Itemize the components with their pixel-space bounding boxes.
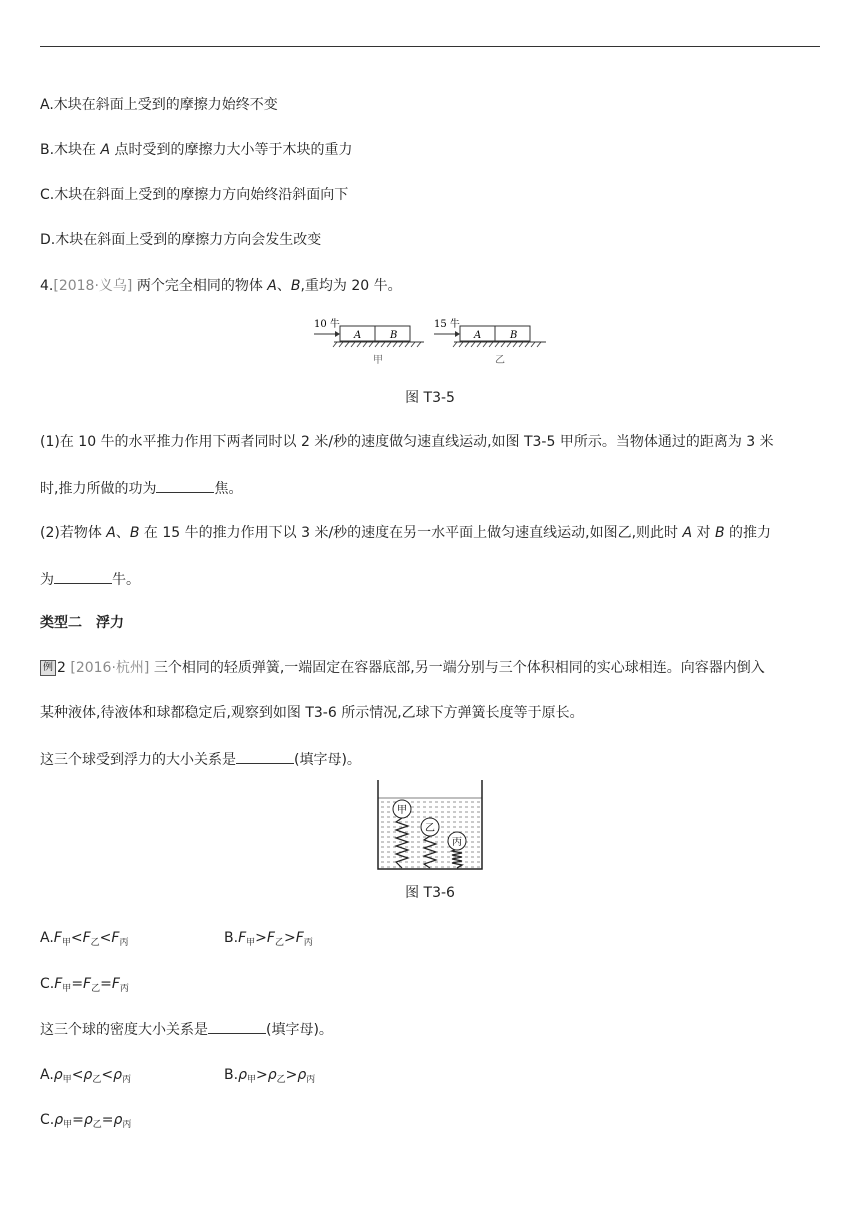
var-f: F (83, 976, 92, 992)
part-2-text-mid: 在 15 牛的推力作用下以 3 米/秒的速度在另一水平面上做匀速直线运动,如图乙,则此时 (139, 525, 683, 541)
subscript: 乙 (274, 938, 284, 948)
var-f: F (111, 976, 120, 992)
subscript: 乙 (91, 984, 101, 994)
ball-yi-label: 乙 (425, 823, 435, 834)
ground-hatch-left (333, 342, 421, 347)
option-3b-text: B.木块在 (40, 142, 101, 158)
option-3b-text-post: 点时受到的摩擦力大小等于木块的重力 (110, 142, 353, 158)
subscript: 乙 (276, 1075, 286, 1085)
example-2-text-2: 某种液体,待液体和球都稳定后,观察到如图 T3-6 所示情况,乙球下方弹簧长度等于原长。 (40, 705, 584, 721)
option-label: B. (224, 930, 239, 946)
question-4-stem (40, 276, 402, 296)
example-icon: 例 (40, 660, 56, 676)
subscript: 丙 (303, 938, 313, 948)
figure-label-yi: 乙 (495, 355, 505, 366)
var-f: F (54, 976, 63, 992)
part-2-text-dui: 对 (692, 525, 715, 541)
question-4-part-2-line-2 (40, 569, 140, 590)
operator: < (70, 930, 83, 946)
figure-t3-5-caption: 图 T3-5 (405, 390, 455, 406)
density-question (40, 1019, 333, 1040)
var-rho: ρ (297, 1067, 307, 1083)
answer-blank-buoyancy[interactable] (236, 749, 294, 764)
subscript: 乙 (92, 1120, 102, 1130)
buoyancy-question-hint: (填字母)。 (294, 752, 361, 768)
operator: = (72, 1112, 84, 1128)
subscript: 甲 (61, 938, 71, 948)
buoyancy-option-c (40, 974, 129, 996)
subscript: 甲 (62, 1075, 72, 1085)
question-4-part-1-line-2 (40, 478, 242, 499)
option-3d-text: D.木块在斜面上受到的摩擦力方向会发生改变 (40, 232, 322, 248)
option-label: A. (40, 930, 54, 946)
operator: < (99, 930, 112, 946)
subscript: 丙 (119, 984, 129, 994)
operator: = (100, 976, 112, 992)
part-1-text-2: 时,推力所做的功为 (40, 481, 157, 497)
operator: > (255, 930, 267, 946)
question-4-source: [2018·义乌] (53, 278, 133, 294)
figure-label-jia: 甲 (373, 355, 383, 366)
option-3a-text: A.木块在斜面上受到的摩擦力始终不变 (40, 97, 278, 113)
buoyancy-option-a (40, 928, 128, 950)
question-4-part-2-line-1 (40, 523, 771, 543)
part-1-unit: 焦。 (214, 481, 243, 497)
answer-blank-density[interactable] (208, 1019, 266, 1034)
separator: 、 (115, 525, 130, 541)
example-2-line-1 (40, 658, 765, 678)
var-b: B (715, 525, 725, 541)
force-label-right: 15 牛 (434, 319, 460, 330)
subscript: 丙 (122, 1120, 132, 1130)
part-1-text: (1)在 10 牛的水平推力作用下两者同时以 2 米/秒的速度做匀速直线运动,如图 T3-5 甲所示。当物体通过的距离为 3 米 (40, 434, 774, 450)
operator: < (71, 1067, 84, 1083)
ground-hatch-right (453, 342, 541, 347)
option-label: A. (40, 1067, 54, 1083)
var-a: A (106, 525, 116, 541)
option-3b (40, 140, 353, 160)
header-rule (40, 46, 820, 47)
block-a-label-right: A (474, 330, 482, 341)
example-2-source: [2016·杭州] (70, 660, 150, 676)
buoyancy-question (40, 749, 361, 770)
operator: = (101, 1112, 114, 1128)
density-option-a (40, 1065, 131, 1087)
subscript: 丙 (306, 1075, 316, 1085)
example-2-line-2 (40, 703, 584, 723)
subscript: 丙 (121, 1075, 131, 1085)
part-2-text-2: 为 (40, 572, 54, 588)
density-option-c (40, 1110, 131, 1132)
var-f: F (111, 930, 120, 946)
figure-t3-6 (375, 780, 485, 872)
operator: > (255, 1067, 268, 1083)
part-2-unit: 牛。 (112, 572, 140, 588)
example-number: 2 (57, 660, 66, 676)
var-rho: ρ (83, 1112, 93, 1128)
separator: 、 (276, 278, 291, 294)
subscript: 甲 (246, 1075, 256, 1085)
operator: = (71, 976, 84, 992)
option-label: C. (40, 1112, 55, 1128)
subscript: 甲 (63, 1120, 73, 1130)
figure-t3-6-caption: 图 T3-6 (405, 885, 455, 901)
var-f: F (82, 930, 91, 946)
example-2-text: 三个相同的轻质弹簧,一端固定在容器底部,另一端分别与三个体积相同的实心球相连。向容器内倒入 (149, 660, 765, 676)
var-a: A (267, 278, 277, 294)
var-f: F (53, 930, 62, 946)
operator: > (283, 930, 296, 946)
density-question-text: 这三个球的密度大小关系是 (40, 1022, 208, 1038)
arrow-head-right (455, 331, 460, 337)
part-2-text-end: 的推力 (724, 525, 772, 541)
operator: > (285, 1067, 298, 1083)
var-b: B (129, 525, 140, 541)
var-f: F (266, 930, 275, 946)
arrow-head-left (335, 331, 340, 337)
figure-t3-5 (310, 314, 560, 368)
var-rho: ρ (54, 1112, 64, 1128)
answer-blank-work[interactable] (156, 478, 214, 493)
option-3d (40, 230, 321, 250)
var-rho: ρ (113, 1112, 123, 1128)
operator: < (101, 1067, 114, 1083)
section-title: 类型二 浮力 (40, 615, 124, 631)
subscript: 丙 (119, 938, 129, 948)
buoyancy-option-b (224, 928, 313, 950)
question-4-number: 4. (40, 278, 54, 294)
subscript: 乙 (90, 938, 100, 948)
var-f: F (295, 930, 304, 946)
var-b: B (290, 278, 301, 294)
subscript: 甲 (246, 938, 256, 948)
var-rho: ρ (53, 1067, 63, 1083)
density-option-b (224, 1065, 315, 1087)
answer-blank-force[interactable] (54, 569, 112, 584)
force-label-left: 10 牛 (314, 319, 340, 330)
buoyancy-question-text: 这三个球受到浮力的大小关系是 (40, 752, 236, 768)
block-b-label-right: B (510, 330, 518, 341)
option-label: C. (40, 976, 55, 992)
question-4-text: 两个完全相同的物体 (132, 278, 268, 294)
density-question-hint: (填字母)。 (266, 1022, 333, 1038)
ball-bing-label: 丙 (452, 837, 462, 848)
option-3b-var: A (100, 142, 111, 158)
subscript: 乙 (92, 1075, 102, 1085)
var-rho: ρ (113, 1067, 122, 1083)
var-rho: ρ (83, 1067, 93, 1083)
option-3c (40, 185, 348, 205)
question-4-part-1-line-1 (40, 432, 774, 452)
option-label: B. (224, 1067, 239, 1083)
block-a-label-left: A (354, 330, 362, 341)
ball-jia-label: 甲 (397, 805, 407, 816)
subscript: 甲 (62, 984, 72, 994)
var-rho: ρ (267, 1067, 277, 1083)
question-4-text-post: ,重均为 20 牛。 (300, 278, 402, 294)
var-a: A (682, 525, 693, 541)
option-3a (40, 95, 278, 115)
var-rho: ρ (238, 1067, 247, 1083)
option-3c-text: C.木块在斜面上受到的摩擦力方向始终沿斜面向下 (40, 187, 349, 203)
part-2-text: (2)若物体 (40, 525, 107, 541)
var-f: F (238, 930, 247, 946)
block-b-label-left: B (390, 330, 398, 341)
